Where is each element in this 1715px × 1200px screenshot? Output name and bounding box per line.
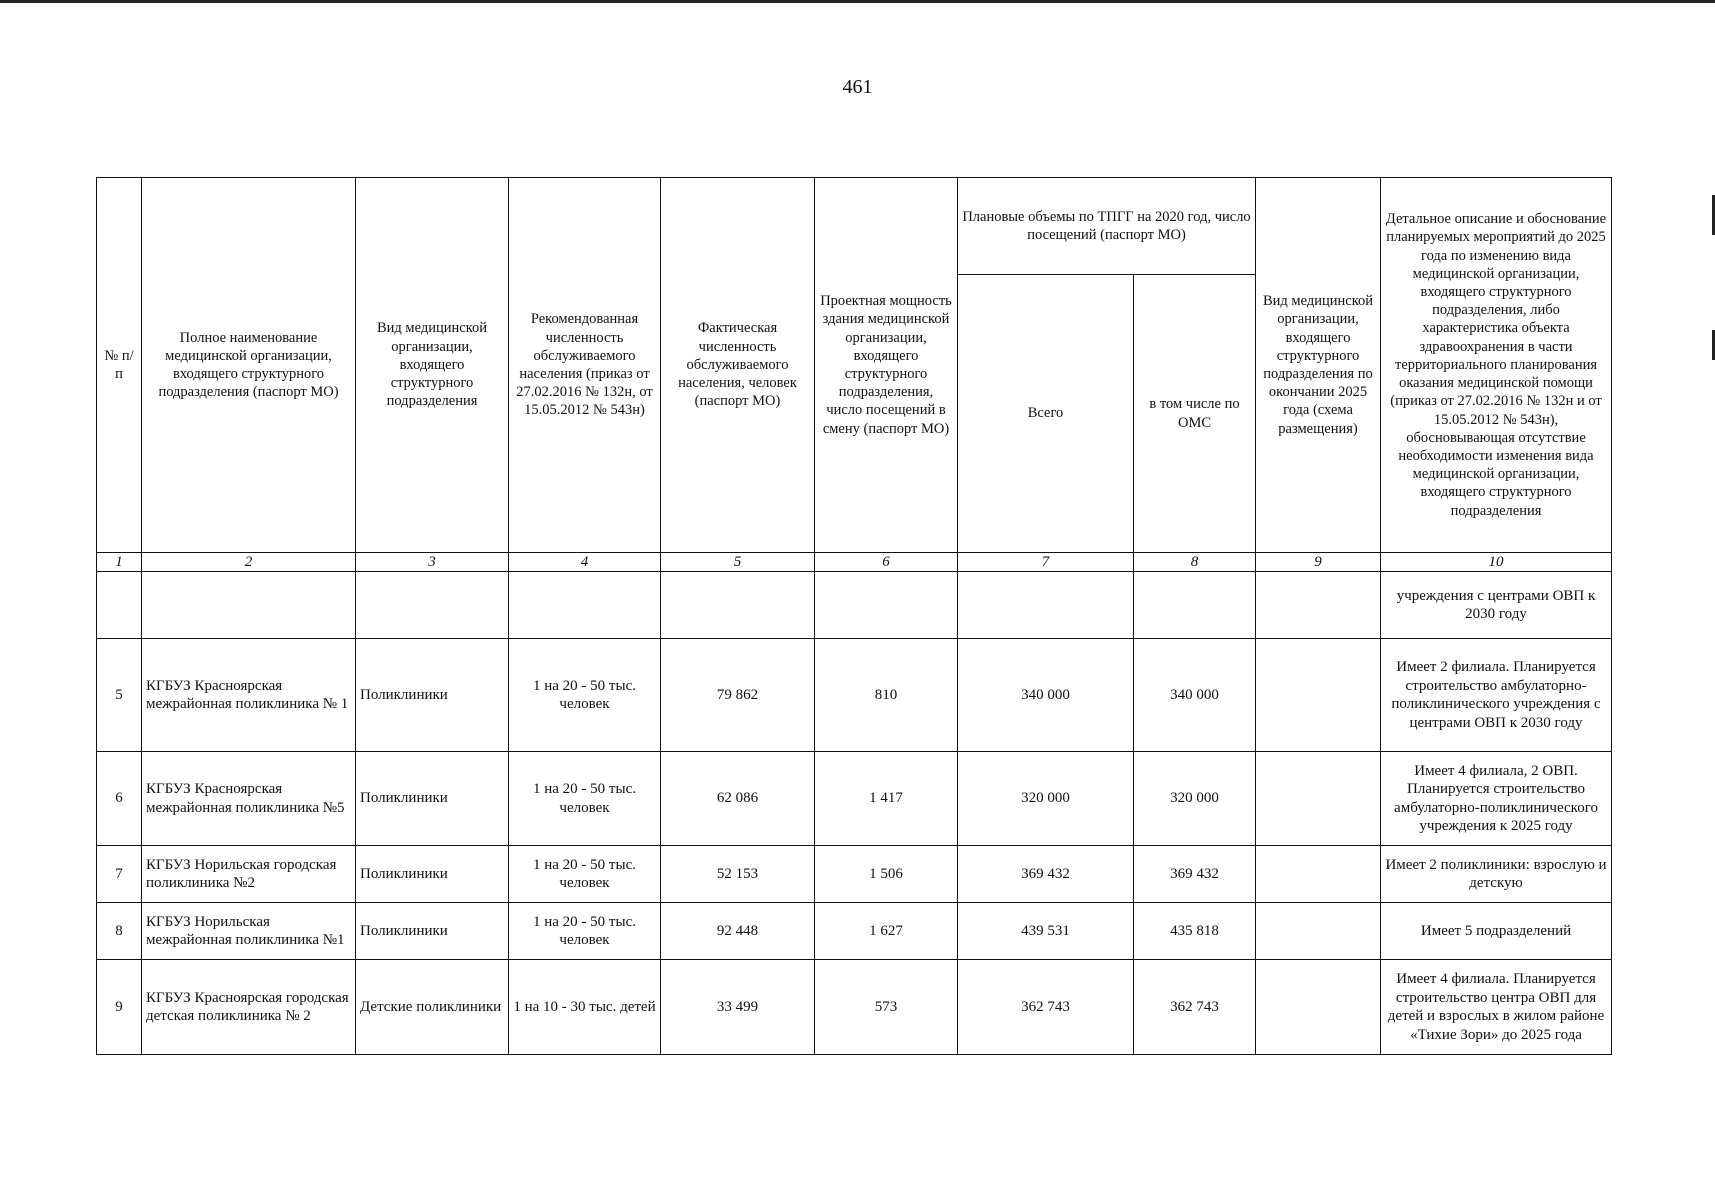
oms-visits: 340 000 [1134,639,1256,752]
header-planned-volumes: Плановые объемы по ТПГГ на 2020 год, число посещений (паспорт МО) [958,178,1256,275]
recommended-population: 1 на 20 - 50 тыс. человек [509,752,661,846]
scan-edge [0,0,1715,3]
row-number: 7 [97,846,142,903]
description: Имеет 4 филиала, 2 ОВП. Планируется строительство амбулаторно-поликлинического учреждения к 2025 году [1381,752,1612,846]
column-number: 1 [97,553,142,572]
column-number: 9 [1256,553,1381,572]
design-capacity: 810 [815,639,958,752]
description: Имеет 4 филиала. Планируется строительство центра ОВП для детей и взрослых в жилом районе «Тихие Зори» до 2025 года [1381,960,1612,1055]
type-2025 [1256,752,1381,846]
design-capacity: 1 506 [815,846,958,903]
org-name: КГБУЗ Норильская городская поликлиника №2 [142,846,356,903]
recommended-population: 1 на 20 - 50 тыс. человек [509,846,661,903]
actual-population: 33 499 [661,960,815,1055]
header-type-2025: Вид медицинской организации, входящего структурного подразделения по окончании 2025 года (схема размещения) [1256,178,1381,553]
table-row [97,639,1612,752]
actual-population: 62 086 [661,752,815,846]
org-type: Поликлиники [356,903,509,960]
actual-population: 79 862 [661,639,815,752]
header-description: Детальное описание и обоснование планируемых мероприятий до 2025 года по изменению вида медицинской организации, входящего структурного подразделения, либо характеристика объекта здравоохранения в части территориального планирования оказания медицинской помощи (приказ от 27.02.2016 № 132н и от 15.05.2012 № 543н), обосновывающая отсутствие необходимости изменения вида медицинской организации, входящего структурного подразделения [1381,178,1612,553]
column-number: 3 [356,553,509,572]
org-type: Детские поликлиники [356,960,509,1055]
recommended-population: 1 на 20 - 50 тыс. человек [509,903,661,960]
header-org-type: Вид медицинской организации, входящего структурного подразделения [356,178,509,553]
column-number: 8 [1134,553,1256,572]
oms-visits: 369 432 [1134,846,1256,903]
row-number: 6 [97,752,142,846]
description: Имеет 2 поликлиники: взрослую и детскую [1381,846,1612,903]
column-number: 10 [1381,553,1612,572]
total-visits: 320 000 [958,752,1134,846]
total-visits: 340 000 [958,639,1134,752]
org-name: КГБУЗ Красноярская городская детская поликлиника № 2 [142,960,356,1055]
type-2025 [1256,960,1381,1055]
org-name: КГБУЗ Норильская межрайонная поликлиника №1 [142,903,356,960]
table-row [97,752,1612,846]
recommended-population: 1 на 20 - 50 тыс. человек [509,639,661,752]
recommended-population: 1 на 10 - 30 тыс. детей [509,960,661,1055]
column-number: 7 [958,553,1134,572]
org-name: КГБУЗ Красноярская межрайонная поликлиника № 1 [142,639,356,752]
org-type: Поликлиники [356,639,509,752]
type-2025 [1256,639,1381,752]
total-visits: 362 743 [958,960,1134,1055]
continuation-text: учреждения с центрами ОВП к 2030 году [1381,572,1612,639]
continuation-row [97,572,1612,639]
org-name: КГБУЗ Красноярская межрайонная поликлиника №5 [142,752,356,846]
column-number: 6 [815,553,958,572]
row-number: 9 [97,960,142,1055]
header-number: № п/п [97,178,142,553]
table-row [97,903,1612,960]
header-org-name: Полное наименование медицинской организации, входящего структурного подразделения (паспорт МО) [142,178,356,553]
oms-visits: 362 743 [1134,960,1256,1055]
row-number: 8 [97,903,142,960]
header-total: Всего [958,275,1134,553]
header-oms: в том числе по ОМС [1134,275,1256,553]
type-2025 [1256,903,1381,960]
facilities-table [96,177,1612,1055]
description: Имеет 2 филиала. Планируется строительство амбулаторно-поликлинического учреждения с центрами ОВП к 2030 году [1381,639,1612,752]
header-recommended-population: Рекомендованная численность обслуживаемого населения (приказ от 27.02.2016 № 132н, от 15.05.2012 № 543н) [509,178,661,553]
actual-population: 52 153 [661,846,815,903]
column-number: 5 [661,553,815,572]
total-visits: 439 531 [958,903,1134,960]
design-capacity: 1 417 [815,752,958,846]
column-number: 2 [142,553,356,572]
design-capacity: 573 [815,960,958,1055]
org-type: Поликлиники [356,752,509,846]
oms-visits: 435 818 [1134,903,1256,960]
column-number: 4 [509,553,661,572]
type-2025 [1256,846,1381,903]
table-row [97,960,1612,1055]
actual-population: 92 448 [661,903,815,960]
column-number-row [97,553,1612,572]
oms-visits: 320 000 [1134,752,1256,846]
org-type: Поликлиники [356,846,509,903]
table-row [97,846,1612,903]
total-visits: 369 432 [958,846,1134,903]
description: Имеет 5 подразделений [1381,903,1612,960]
page-number: 461 [842,76,873,98]
header-design-capacity: Проектная мощность здания медицинской организации, входящего структурного подразделения, число посещений в смену (паспорт МО) [815,178,958,553]
row-number: 5 [97,639,142,752]
design-capacity: 1 627 [815,903,958,960]
header-actual-population: Фактическая численность обслуживаемого населения, человек (паспорт МО) [661,178,815,553]
